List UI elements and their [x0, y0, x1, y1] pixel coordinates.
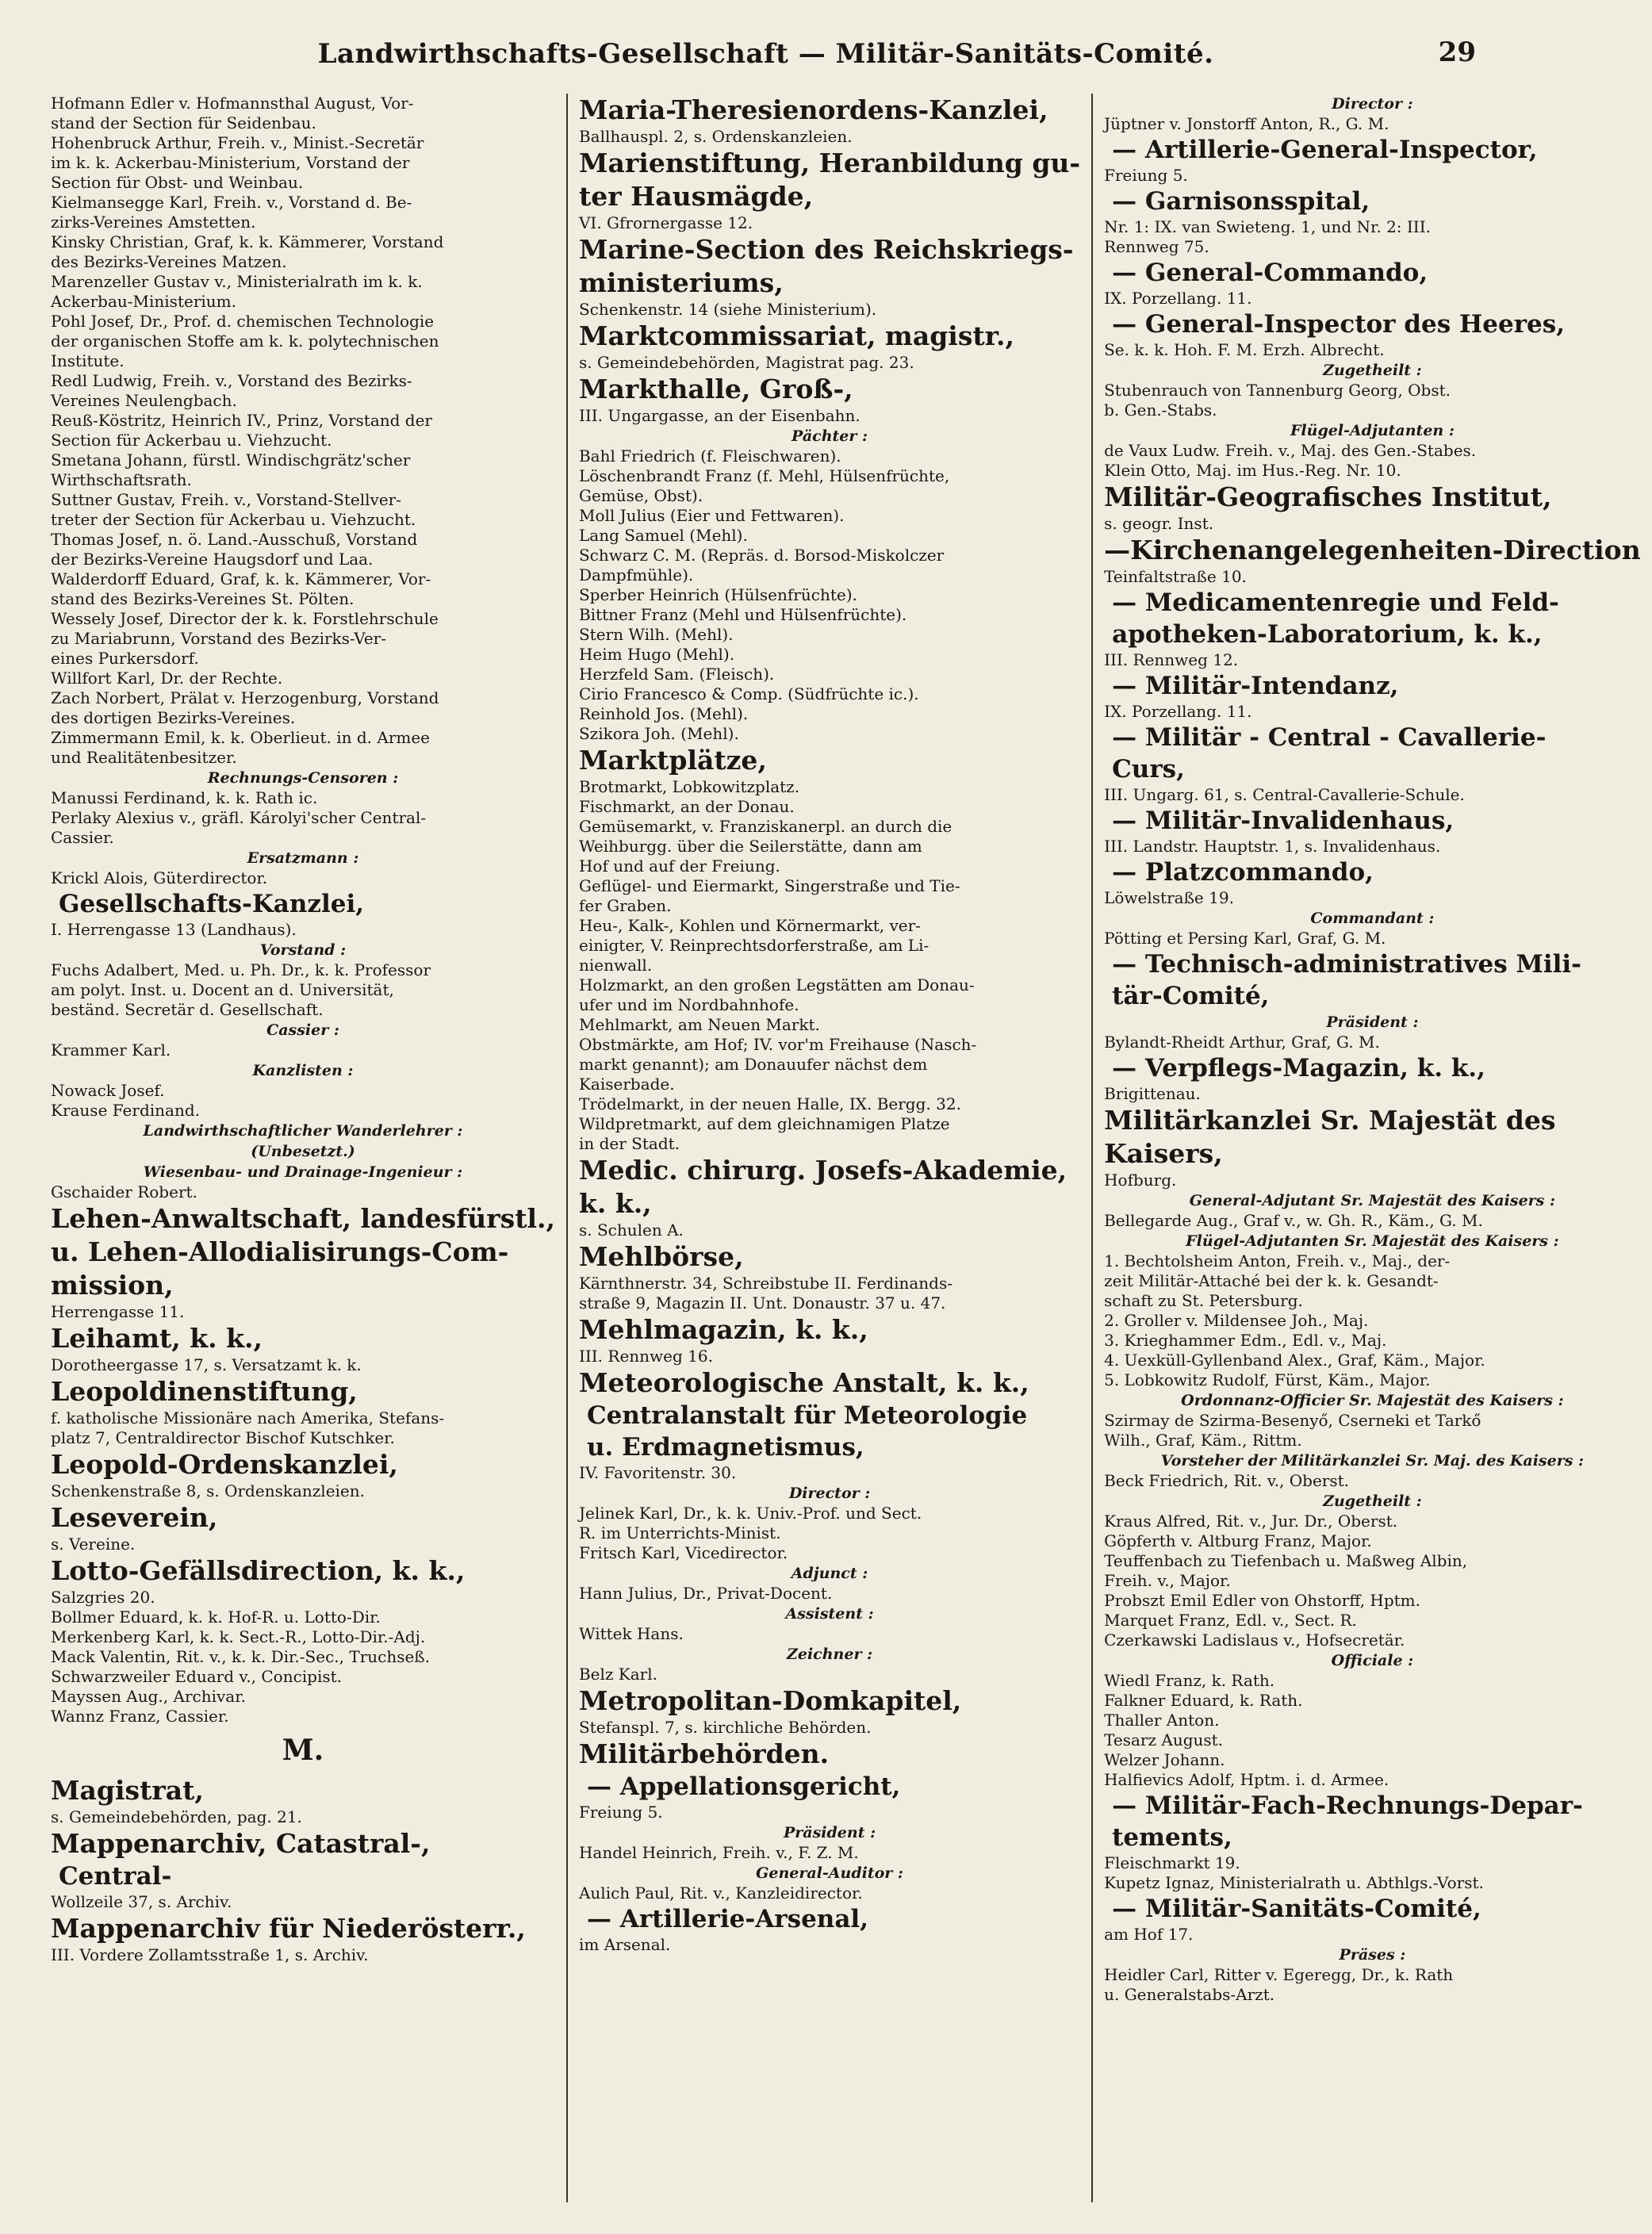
entry-line: straße 9, Magazin II. Unt. Donaustr. 37 u. 47. — [578, 1293, 946, 1312]
section-heading: Meteorologische Anstalt, k. k., — [578, 1367, 1029, 1398]
role-label: Vorstand : — [259, 941, 347, 959]
entry-line: einigter, V. Reinprechtsdorferstraße, am Li- — [578, 936, 929, 955]
entry-line: III. Vordere Zollamtsstraße 1, s. Archiv. — [51, 1945, 369, 1964]
entry-line: Zach Norbert, Prälat v. Herzogenburg, Vorstand — [51, 688, 439, 707]
entry-line: Zimmermann Emil, k. k. Oberlieut. in d. Armee — [51, 728, 431, 747]
role-label: Cassier : — [266, 1021, 339, 1039]
subsection-heading: Centralanstalt für Meteorologie — [586, 1401, 1028, 1430]
entry-line: Trödelmarkt, in der neuen Halle, IX. Bergg. 32. — [578, 1094, 961, 1113]
entry-line: Falkner Eduard, k. Rath. — [1104, 1691, 1303, 1710]
role-label: Zeichner : — [786, 1646, 873, 1663]
section-heading: Magistrat, — [51, 1775, 204, 1806]
column-right — [1091, 94, 1652, 2202]
section-heading: Leopold-Ordenskanzlei, — [51, 1449, 398, 1480]
subsection-heading: u. Erdmagnetismus, — [586, 1433, 864, 1462]
entry-line: Bellegarde Aug., Graf v., w. Gh. R., Käm., G. M. — [1104, 1211, 1483, 1230]
subsection-heading: tär-Comité, — [1112, 982, 1270, 1010]
entry-line: Perlaky Alexius v., gräfl. Károlyi'scher Central- — [51, 808, 427, 827]
entry-line: Szikora Joh. (Mehl). — [578, 724, 739, 743]
entry-line: Mayssen Aug., Archivar. — [51, 1687, 246, 1706]
entry-line: stand des Bezirks-Vereines St. Pölten. — [51, 589, 355, 608]
entry-line: Ballhauspl. 2, s. Ordenskanzleien. — [578, 127, 853, 146]
entry-line: Stubenrauch von Tannenburg Georg, Obst. — [1104, 381, 1451, 400]
entry-line: nienwall. — [578, 956, 653, 975]
entry-line: Bittner Franz (Mehl und Hülsenfrüchte). — [578, 605, 907, 624]
entry-line: Fritsch Karl, Vicedirector. — [578, 1543, 788, 1562]
subsection-heading: — Militär - Central - Cavallerie- — [1112, 723, 1547, 752]
entry-line: Kupetz Ignaz, Ministerialrath u. Abthlgs.-Vorst. — [1104, 1873, 1484, 1892]
entry-line: Bylandt-Rheidt Arthur, Graf, G. M. — [1104, 1033, 1380, 1052]
entry-line: VI. Gfrornergasse 12. — [578, 213, 753, 232]
subsection-heading: — Militär-Sanitäts-Comité, — [1112, 1895, 1481, 1923]
entry-line: Fuchs Adalbert, Med. u. Ph. Dr., k. k. Professor — [51, 960, 431, 979]
role-label: Ordonnanz-Officier Sr. Majestät des Kaisers : — [1181, 1392, 1564, 1409]
entry-line: Marquet Franz, Edl. v., Sect. R. — [1104, 1611, 1357, 1630]
subsection-heading: — Verpflegs-Magazin, k. k., — [1112, 1054, 1485, 1083]
entry-line: des dortigen Bezirks-Vereines. — [51, 708, 296, 727]
entry-line: Kaiserbade. — [578, 1075, 675, 1094]
entry-line: Hofmann Edler v. Hofmannsthal August, Vor- — [51, 94, 414, 113]
entry-line: Welzer Johann. — [1104, 1750, 1225, 1769]
entry-line: ufer und im Nordbahnhofe. — [578, 995, 799, 1014]
subsection-heading: — Militär-Fach-Rechnungs-Depar- — [1112, 1791, 1583, 1820]
entry-line: platz 7, Centraldirector Bischof Kutschker. — [51, 1428, 395, 1447]
subsection-heading: — General-Commando, — [1112, 259, 1428, 287]
entry-line: Göpferth v. Altburg Franz, Major. — [1104, 1531, 1372, 1550]
subsection-heading: — General-Inspector des Heeres, — [1112, 310, 1565, 339]
entry-line: Hohenbruck Arthur, Freih. v., Minist.-Secretär — [51, 133, 424, 152]
entry-line: Jüptner v. Jonstorff Anton, R., G. M. — [1104, 114, 1389, 133]
subsection-heading: tements, — [1112, 1823, 1232, 1852]
entry-line: IX. Porzellang. 11. — [1104, 702, 1252, 721]
entry-line: Wiedl Franz, k. Rath. — [1104, 1671, 1275, 1690]
entry-line: 4. Uexküll-Gyllenband Alex., Graf, Käm., Major. — [1104, 1351, 1485, 1370]
entry-line: III. Rennweg 12. — [1104, 650, 1239, 669]
role-label: (Unbesetzt.) — [251, 1143, 355, 1160]
entry-line: Walderdorff Eduard, Graf, k. k. Kämmerer, Vor- — [51, 569, 431, 588]
section-heading: Leopoldinenstiftung, — [51, 1376, 358, 1407]
section-heading: Marktcommissariat, magistr., — [578, 320, 1014, 351]
section-heading: Medic. chirurg. Josefs-Akademie, — [578, 1155, 1067, 1186]
subsection-heading: — Technisch-administratives Mili- — [1112, 950, 1582, 979]
entry-line: Stern Wilh. (Mehl). — [578, 625, 734, 644]
entry-line: Thaller Anton. — [1104, 1711, 1220, 1730]
section-heading: ministeriums, — [578, 267, 784, 298]
entry-line: der Bezirks-Vereine Haugsdorf und Laa. — [51, 550, 374, 569]
entry-line: Herrengasse 11. — [51, 1302, 185, 1321]
entry-line: Jelinek Karl, Dr., k. k. Univ.-Prof. und Sect. — [578, 1504, 922, 1523]
entry-line: des Bezirks-Vereines Matzen. — [51, 252, 287, 271]
entry-line: Mack Valentin, Rit. v., k. k. Dir.-Sec., Truchseß. — [51, 1647, 431, 1666]
subsection-heading: — Platzcommando, — [1112, 858, 1374, 887]
entry-line: de Vaux Ludw. Freih. v., Maj. des Gen.-Stabes. — [1104, 441, 1477, 460]
entry-line: Pohl Josef, Dr., Prof. d. chemischen Technologie — [51, 312, 435, 331]
section-heading: Militärkanzlei Sr. Majestät des — [1104, 1105, 1556, 1136]
role-label: Officiale : — [1331, 1652, 1414, 1669]
role-label: Commandant : — [1310, 910, 1435, 927]
entry-line: I. Herrengasse 13 (Landhaus). — [51, 920, 297, 939]
subsection-heading: — Militär-Invalidenhaus, — [1112, 807, 1455, 835]
entry-line: s. Vereine. — [51, 1535, 136, 1554]
entry-line: Szirmay de Szirma-Besenyő, Cserneki et Tarkő — [1104, 1411, 1481, 1430]
subsection-heading: — Artillerie-General-Inspector, — [1112, 136, 1538, 164]
entry-line: Marenzeller Gustav v., Ministerialrath im k. k. — [51, 272, 423, 291]
entry-line: III. Ungargasse, an der Eisenbahn. — [578, 406, 860, 425]
entry-line: Ackerbau-Ministerium. — [51, 292, 236, 311]
entry-line: Beck Friedrich, Rit. v., Oberst. — [1104, 1471, 1350, 1490]
entry-line: Nowack Josef. — [51, 1081, 165, 1100]
section-heading: Kaisers, — [1104, 1138, 1223, 1169]
entry-line: Wollzeile 37, s. Archiv. — [51, 1892, 232, 1911]
role-label: Präsident : — [1326, 1014, 1419, 1031]
entry-line: Dorotheergasse 17, s. Versatzamt k. k. — [51, 1355, 362, 1374]
entry-line: Gemüse, Obst). — [578, 486, 703, 505]
entry-line: Geflügel- und Eiermarkt, Singerstraße und Tie- — [578, 876, 960, 895]
entry-line: Bollmer Eduard, k. k. Hof-R. u. Lotto-Dir. — [51, 1607, 381, 1627]
entry-line: Suttner Gustav, Freih. v., Vorstand-Stellver- — [51, 490, 401, 509]
section-heading: Mehlmagazin, k. k., — [578, 1314, 868, 1345]
role-label: Flügel-Adjutanten Sr. Majestät des Kaisers : — [1186, 1232, 1559, 1250]
section-heading: Lotto-Gefällsdirection, k. k., — [51, 1555, 466, 1586]
role-label: Rechnungs-Censoren : — [207, 769, 399, 787]
entry-line: Heidler Carl, Ritter v. Egeregg, Dr., k. Rath — [1104, 1965, 1454, 1984]
section-heading: —Kirchenangelegenheiten-Direction — [1104, 535, 1641, 565]
header-title: Landwirthschafts-Gesellschaft — Militär-Sanitäts-Comité. — [317, 38, 1214, 70]
role-label: Pächter : — [792, 427, 868, 445]
role-label: Ersatzmann : — [247, 849, 359, 867]
role-label: Director : — [788, 1485, 871, 1502]
subsection-heading: Gesellschafts-Kanzlei, — [59, 890, 365, 918]
page-number: 29 — [1438, 36, 1476, 68]
entry-line: Czerkawski Ladislaus v., Hofsecretär. — [1104, 1630, 1405, 1650]
role-label: Adjunct : — [791, 1565, 868, 1582]
section-heading: Mappenarchiv für Niederösterr., — [51, 1913, 526, 1944]
entry-line: Klein Otto, Maj. im Hus.-Reg. Nr. 10. — [1104, 461, 1401, 480]
entry-line: schaft zu St. Petersburg. — [1104, 1291, 1303, 1310]
entry-line: der organischen Stoffe am k. k. polytechnischen — [51, 331, 439, 351]
subsection-heading: — Garnisonsspital, — [1112, 187, 1370, 216]
entry-line: Teuffenbach zu Tiefenbach u. Maßweg Albin, — [1104, 1551, 1468, 1570]
entry-line: Aulich Paul, Rit. v., Kanzleidirector. — [578, 1883, 863, 1903]
entry-line: Wilh., Graf, Käm., Rittm. — [1104, 1431, 1302, 1450]
entry-line: Obstmärkte, am Hof; IV. vor'm Freihause (Nasch- — [578, 1035, 977, 1054]
entry-line: Vereines Neulengbach. — [51, 391, 237, 410]
role-label: Präsident : — [783, 1824, 876, 1841]
subsection-heading: — Appellationsgericht, — [586, 1772, 901, 1801]
entry-line: Sperber Heinrich (Hülsenfrüchte). — [578, 585, 857, 604]
entry-line: IX. Porzellang. 11. — [1104, 289, 1252, 308]
entry-line: Gemüsemarkt, v. Franziskanerpl. an durch die — [578, 817, 952, 836]
entry-line: Thomas Josef, n. ö. Land.-Ausschuß, Vorstand — [51, 530, 418, 549]
entry-line: Brigittenau. — [1104, 1084, 1201, 1103]
role-label: General-Auditor : — [756, 1864, 903, 1882]
section-heading: Mappenarchiv, Catastral-, — [51, 1828, 431, 1859]
role-label: Zugetheilt : — [1323, 1493, 1422, 1510]
entry-line: Cirio Francesco & Comp. (Südfrüchte ic.). — [578, 684, 919, 703]
entry-line: Hofburg. — [1104, 1171, 1177, 1190]
entry-line: Krammer Karl. — [51, 1040, 171, 1060]
section-heading: Militär-Geografisches Institut, — [1104, 481, 1552, 512]
entry-line: Halfievics Adolf, Hptm. i. d. Armee. — [1104, 1770, 1389, 1789]
role-label: Vorsteher der Militärkanzlei Sr. Maj. des Kaisers : — [1160, 1452, 1585, 1470]
entry-line: Wessely Josef, Director der k. k. Forstlehrschule — [51, 609, 439, 628]
section-heading: Lehen-Anwaltschaft, landesfürstl., — [51, 1203, 555, 1234]
entry-line: Institute. — [51, 351, 125, 370]
entry-line: Kärnthnerstr. 34, Schreibstube II. Ferdinands- — [578, 1274, 952, 1293]
entry-line: Freiung 5. — [578, 1803, 663, 1822]
role-label: Kanzlisten : — [252, 1062, 354, 1079]
entry-line: III. Ungarg. 61, s. Central-Cavallerie-Schule. — [1104, 785, 1465, 804]
columns — [46, 94, 1641, 2202]
entry-line: treter der Section für Ackerbau u. Viehzucht. — [51, 510, 416, 529]
entry-line: Gschaider Robert. — [51, 1182, 197, 1201]
role-label: Wiesenbau- und Drainage-Ingenieur : — [143, 1163, 463, 1181]
entry-line: Pötting et Persing Karl, Graf, G. M. — [1104, 929, 1386, 948]
subsection-heading: — Militär-Intendanz, — [1112, 672, 1399, 700]
entry-line: s. Gemeindebehörden, pag. 21. — [51, 1807, 302, 1826]
entry-line: Herzfeld Sam. (Fleisch). — [578, 665, 775, 684]
entry-line: Kielmansegge Karl, Freih. v., Vorstand d. Be- — [51, 193, 412, 212]
entry-line: Stefanspl. 7, s. kirchliche Behörden. — [578, 1718, 872, 1737]
entry-line: u. Generalstabs-Arzt. — [1104, 1985, 1275, 2004]
entry-line: Löschenbrandt Franz (f. Mehl, Hülsenfrüchte, — [578, 466, 950, 485]
section-heading: Leseverein, — [51, 1502, 218, 1533]
subsection-heading: Central- — [59, 1862, 172, 1891]
entry-line: Schenkenstraße 8, s. Ordenskanzleien. — [51, 1481, 365, 1500]
column-left — [46, 94, 566, 2202]
section-letter: M. — [282, 1734, 324, 1767]
entry-line: Dampfmühle). — [578, 565, 694, 584]
role-label: Zugetheilt : — [1323, 362, 1422, 379]
entry-line: Merkenberg Karl, k. k. Sect.-R., Lotto-Dir.-Adj. — [51, 1627, 426, 1646]
section-heading: Leihamt, k. k., — [51, 1323, 263, 1354]
entry-line: Wittek Hans. — [578, 1624, 684, 1643]
entry-line: Teinfaltstraße 10. — [1104, 567, 1247, 586]
entry-line: Manussi Ferdinand, k. k. Rath ic. — [51, 788, 318, 807]
running-header — [48, 30, 1484, 78]
section-heading: Mehlbörse, — [578, 1241, 744, 1272]
entry-line: Heu-, Kalk-, Kohlen und Körnermarkt, ver- — [578, 916, 921, 935]
section-heading: k. k., — [578, 1188, 652, 1219]
entry-line: Löwelstraße 19. — [1104, 888, 1234, 907]
entry-line: am Hof 17. — [1104, 1925, 1194, 1944]
entry-line: Reuß-Köstritz, Heinrich IV., Prinz, Vorstand der — [51, 411, 432, 430]
subsection-heading: Curs, — [1112, 755, 1185, 784]
entry-line: Lang Samuel (Mehl). — [578, 526, 748, 545]
section-heading: u. Lehen-Allodialisirungs-Com- — [51, 1236, 509, 1267]
entry-line: Cassier. — [51, 828, 114, 847]
entry-line: 1. Bechtolsheim Anton, Freih. v., Maj., der- — [1104, 1251, 1451, 1270]
entry-line: Smetana Johann, fürstl. Windischgrätz'scher — [51, 450, 411, 469]
entry-line: Section für Ackerbau u. Viehzucht. — [51, 431, 332, 450]
entry-line: Reinhold Jos. (Mehl). — [578, 704, 749, 723]
entry-line: zu Mariabrunn, Vorstand des Bezirks-Ver- — [51, 629, 386, 648]
section-heading: Militärbehörden. — [578, 1738, 830, 1769]
entry-line: R. im Unterrichts-Minist. — [578, 1523, 781, 1542]
entry-line: s. Gemeindebehörden, Magistrat pag. 23. — [578, 353, 914, 372]
entry-line: Schenkenstr. 14 (siehe Ministerium). — [578, 300, 877, 319]
entry-line: Fischmarkt, an der Donau. — [578, 797, 795, 816]
entry-line: Mehlmarkt, am Neuen Markt. — [578, 1015, 820, 1034]
entry-line: 5. Lobkowitz Rudolf, Fürst, Käm., Major. — [1104, 1370, 1431, 1389]
entry-line: Kraus Alfred, Rit. v., Jur. Dr., Oberst. — [1104, 1512, 1398, 1531]
entry-line: Wildpretmarkt, auf dem gleichnamigen Platze — [578, 1114, 950, 1133]
entry-line: Krickl Alois, Güterdirector. — [51, 868, 268, 887]
subsection-heading: — Medicamentenregie und Feld- — [1112, 588, 1559, 617]
section-heading: ter Hausmägde, — [578, 181, 814, 212]
entry-line: Bahl Friedrich (f. Fleischwaren). — [578, 446, 841, 466]
entry-line: Nr. 1: IX. van Swieteng. 1, und Nr. 2: III. — [1104, 217, 1431, 236]
entry-line: Willfort Karl, Dr. der Rechte. — [51, 669, 283, 688]
entry-line: und Realitätenbesitzer. — [51, 748, 237, 767]
entry-line: III. Landstr. Hauptstr. 1, s. Invalidenhaus. — [1104, 837, 1441, 856]
subsection-heading: — Artillerie-Arsenal, — [586, 1905, 868, 1933]
entry-line: Wirthschaftsrath. — [51, 470, 192, 489]
entry-line: 3. Krieghammer Edm., Edl. v., Maj. — [1104, 1331, 1387, 1350]
entry-line: f. katholische Missionäre nach Amerika, Stefans- — [51, 1408, 445, 1427]
entry-line: Rennweg 75. — [1104, 237, 1209, 256]
entry-line: zirks-Vereines Amstetten. — [51, 213, 256, 232]
entry-line: Se. k. k. Hoh. F. M. Erzh. Albrecht. — [1104, 340, 1385, 359]
column-middle — [566, 94, 1091, 2202]
entry-line: Section für Obst- und Weinbau. — [51, 173, 304, 192]
entry-line: Belz Karl. — [578, 1665, 657, 1684]
entry-line: Fleischmarkt 19. — [1104, 1853, 1240, 1872]
entry-line: Tesarz August. — [1104, 1730, 1224, 1749]
entry-line: Heim Hugo (Mehl). — [578, 645, 735, 664]
entry-line: Hof und auf der Freiung. — [578, 856, 780, 876]
entry-line: Hann Julius, Dr., Privat-Docent. — [578, 1584, 833, 1603]
entry-line: Handel Heinrich, Freih. v., F. Z. M. — [578, 1843, 859, 1862]
role-label: Landwirthschaftlicher Wanderlehrer : — [143, 1122, 463, 1140]
section-heading: Markthalle, Groß-, — [578, 374, 853, 404]
entry-line: in der Stadt. — [578, 1134, 680, 1153]
role-label: General-Adjutant Sr. Majestät des Kaisers : — [1189, 1192, 1555, 1209]
entry-line: markt genannt); am Donauufer nächst dem — [578, 1055, 928, 1074]
entry-line: Weihburgg. über die Seilerstätte, dann am — [578, 837, 922, 856]
entry-line: beständ. Secretär d. Gesellschaft. — [51, 1000, 324, 1019]
section-heading: Metropolitan-Domkapitel, — [578, 1685, 962, 1716]
entry-line: s. geogr. Inst. — [1104, 514, 1214, 533]
entry-line: III. Rennweg 16. — [578, 1347, 713, 1366]
entry-line: im k. k. Ackerbau-Ministerium, Vorstand der — [51, 153, 410, 172]
section-heading: Marine-Section des Reichskriegs- — [578, 234, 1074, 265]
entry-line: Freih. v., Major. — [1104, 1571, 1231, 1590]
entry-line: Kinsky Christian, Graf, k. k. Kämmerer, Vorstand — [51, 232, 444, 251]
section-heading: Marktplätze, — [578, 745, 767, 776]
entry-line: b. Gen.-Stabs. — [1104, 400, 1217, 420]
entry-line: s. Schulen A. — [578, 1220, 684, 1240]
section-heading: mission, — [51, 1270, 174, 1301]
entry-line: fer Graben. — [578, 896, 672, 915]
entry-line: Schwarz C. M. (Repräs. d. Borsod-Miskolczer — [578, 546, 945, 565]
entry-line: Holzmarkt, an den großen Legstätten am Donau- — [578, 975, 975, 994]
subsection-heading: apotheken-Laboratorium, k. k., — [1112, 620, 1543, 649]
entry-line: Moll Julius (Eier und Fettwaren). — [578, 506, 845, 525]
entry-line: Probszt Emil Edler von Ohstorff, Hptm. — [1104, 1591, 1421, 1610]
entry-line: Wannz Franz, Cassier. — [51, 1707, 229, 1726]
entry-line: Redl Ludwig, Freih. v., Vorstand des Bezirks- — [51, 371, 412, 390]
entry-line: am polyt. Inst. u. Docent an d. Universität, — [51, 980, 394, 999]
section-heading: Maria-Theresienordens-Kanzlei, — [578, 94, 1048, 125]
entry-line: Schwarzweiler Eduard v., Concipist. — [51, 1667, 343, 1686]
entry-line: 2. Groller v. Mildensee Joh., Maj. — [1104, 1311, 1369, 1330]
entry-line: eines Purkersdorf. — [51, 649, 199, 668]
role-label: Assistent : — [785, 1605, 874, 1623]
role-label: Präses : — [1339, 1946, 1406, 1964]
entry-line: stand der Section für Seidenbau. — [51, 113, 316, 132]
role-label: Flügel-Adjutanten : — [1290, 422, 1455, 439]
section-heading: Marienstiftung, Heranbildung gu- — [578, 148, 1081, 178]
entry-line: zeit Militär-Attaché bei der k. k. Gesandt- — [1104, 1271, 1439, 1290]
entry-line: Krause Ferdinand. — [51, 1101, 200, 1120]
entry-line: Brotmarkt, Lobkowitzplatz. — [578, 777, 800, 796]
role-label: Director : — [1332, 95, 1413, 113]
entry-line: Freiung 5. — [1104, 166, 1188, 185]
entry-line: IV. Favoritenstr. 30. — [578, 1463, 737, 1482]
entry-line: im Arsenal. — [578, 1935, 671, 1954]
entry-line: Salzgries 20. — [51, 1588, 155, 1607]
